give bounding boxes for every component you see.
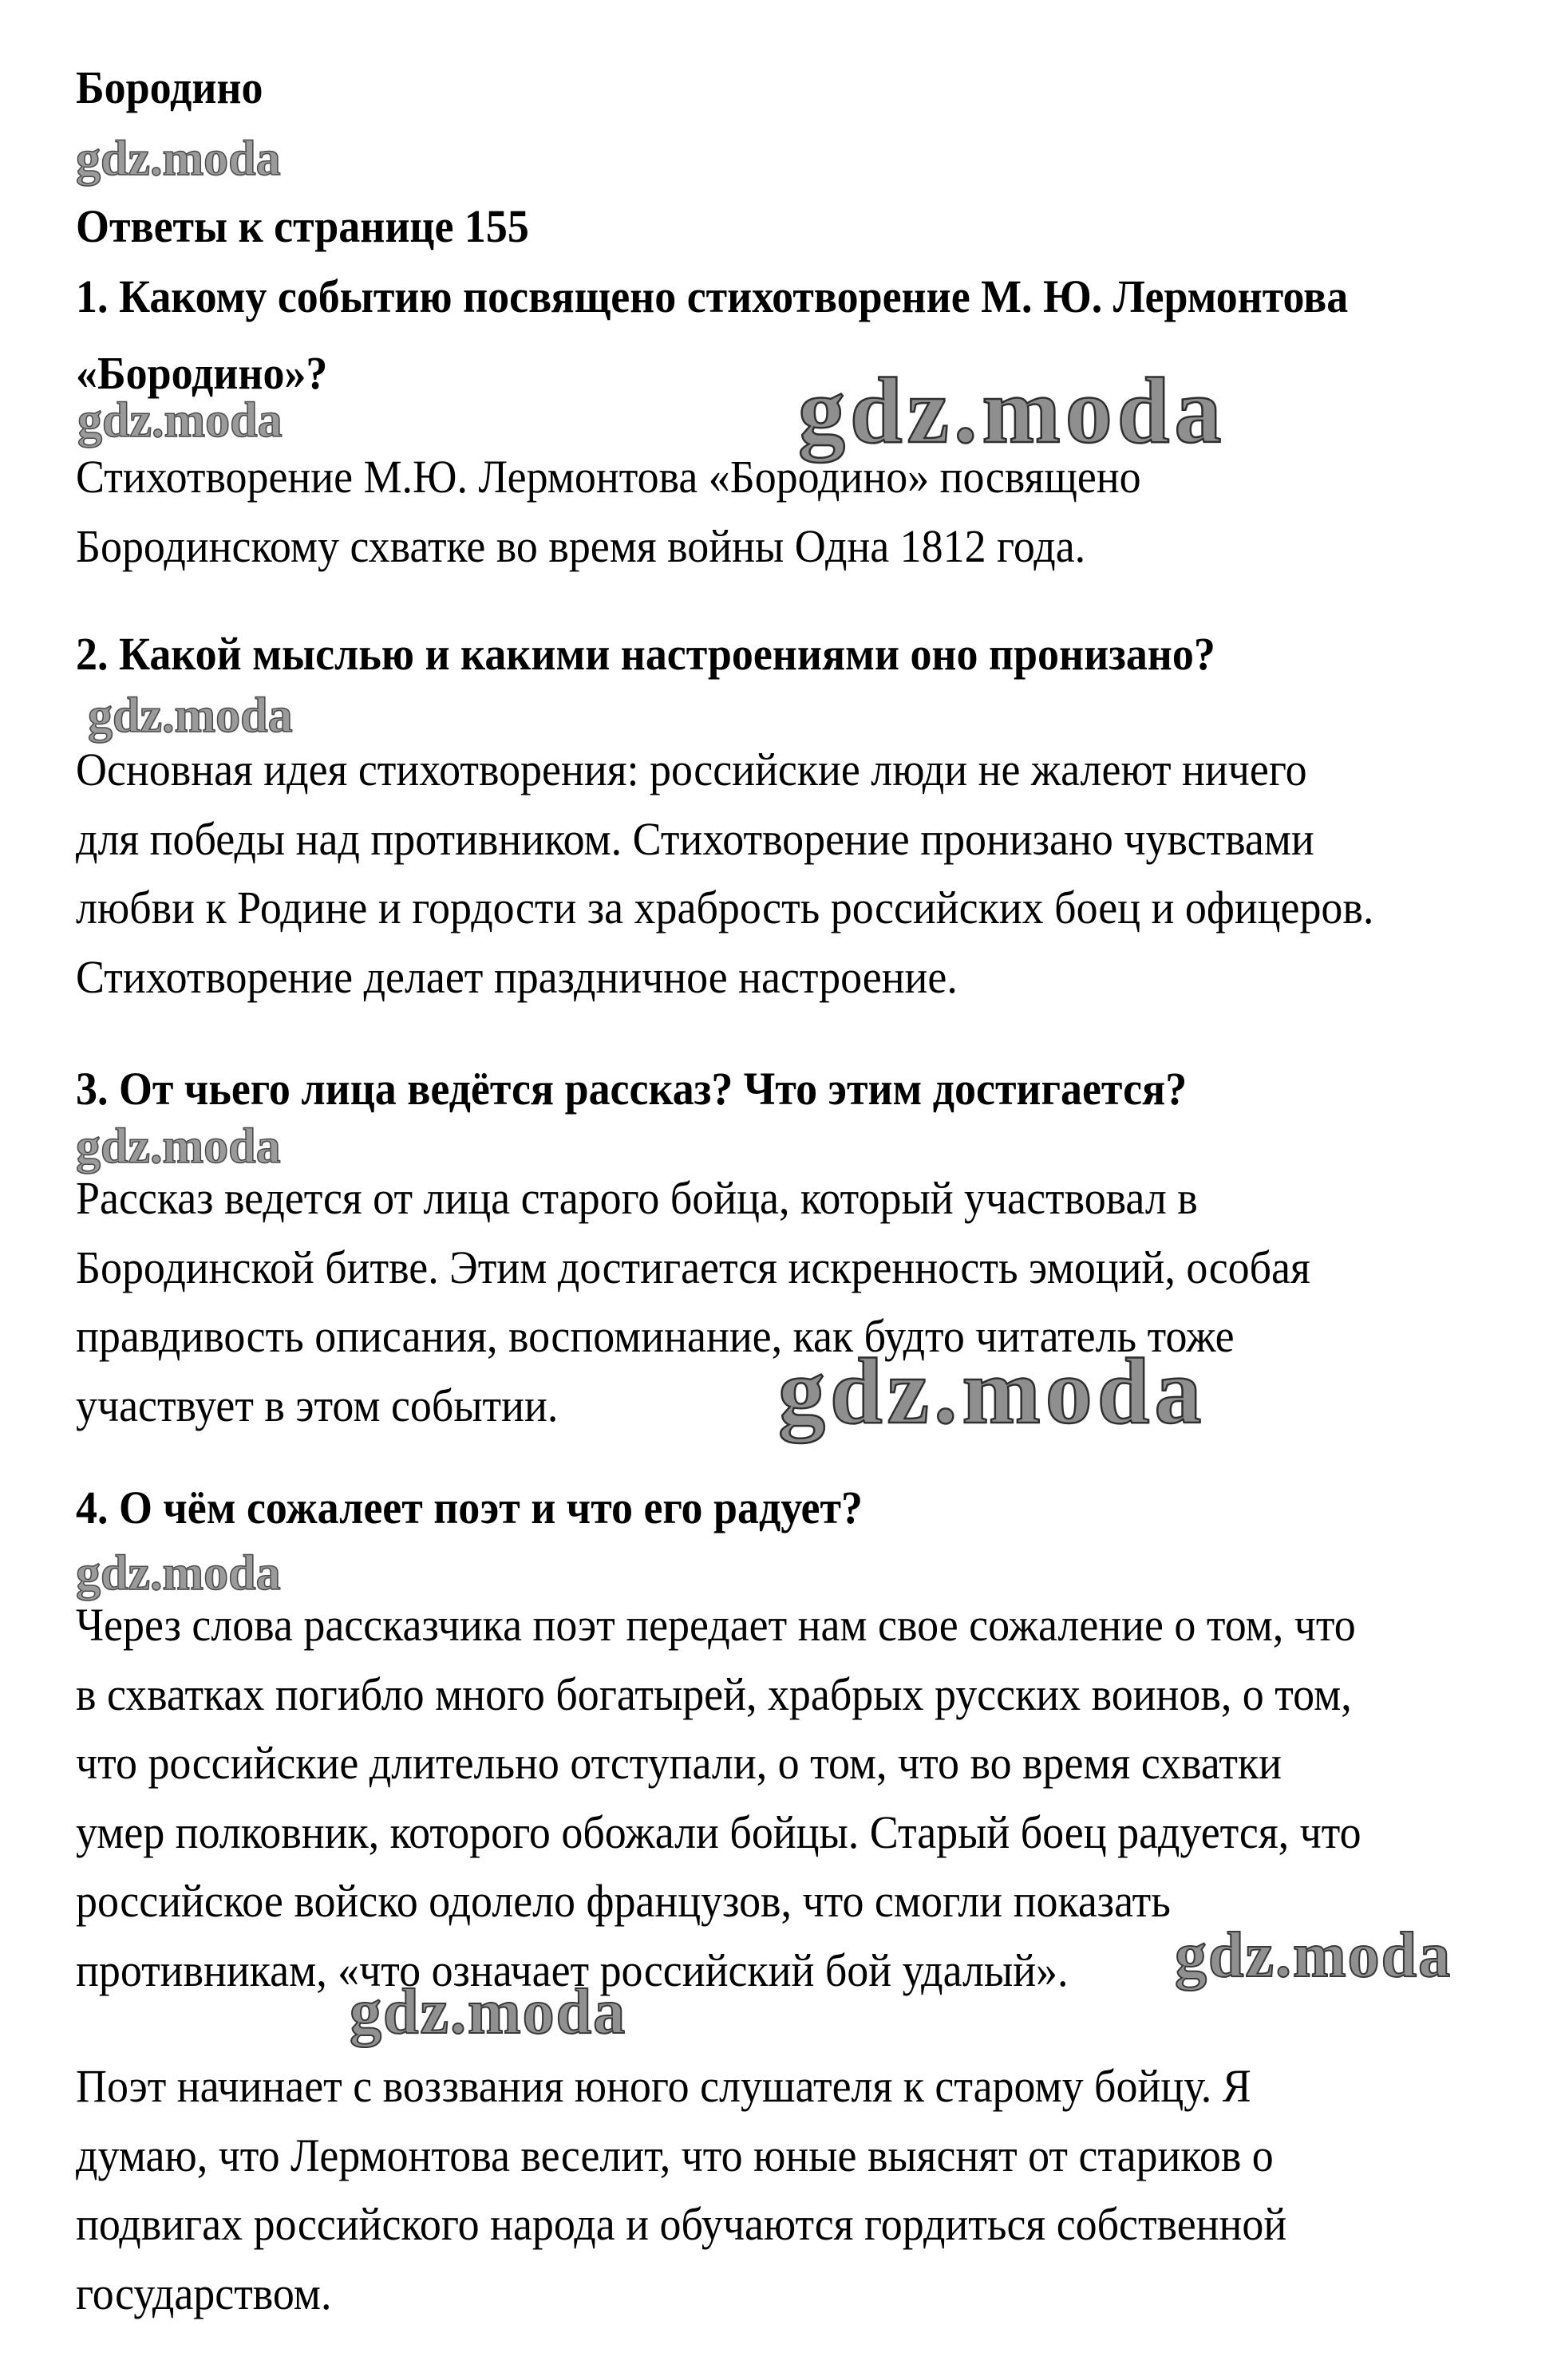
answer-2 — [76, 736, 1373, 1012]
closing-paragraph — [76, 2052, 1286, 2328]
text-line: российское войско одолело французов, что смогли показать — [76, 1875, 1171, 1927]
watermark-gdz-moda-3: gdz.moda — [88, 689, 293, 743]
text-line: любви к Родине и гордости за храбрость российских боец и офицеров. — [76, 882, 1374, 933]
text-line: Стихотворение М.Ю. Лермонтова «Бородино» посвящено — [76, 451, 1141, 503]
text-line: для победы над противником. Стихотворение пронизано чувствами — [76, 812, 1314, 865]
page-title: Бородино — [76, 61, 263, 113]
text-line: правдивость описания, воспоминание, как будто читатель тоже — [76, 1310, 1235, 1362]
text-line: 2. Какой мыслью и какими настроениями оно пронизано? — [76, 628, 1215, 680]
text-line: 1. Какому событию посвящено стихотворение М. Ю. Лермонтова — [76, 270, 1349, 322]
text-line: Основная идея стихотворения: российские люди не жалеют ничего — [76, 744, 1307, 795]
answers-subtitle: Ответы к странице 155 — [76, 200, 529, 252]
watermark-gdz-moda-5: gdz.moda — [76, 1546, 281, 1600]
question-3 — [76, 1051, 1187, 1127]
text-line: Через слова рассказчика поэт передает нам свое сожаление о том, что — [76, 1599, 1356, 1651]
text-line: Бородинской битве. Этим достигается искренность эмоций, особая — [76, 1241, 1310, 1293]
answer-4 — [76, 1591, 1361, 2005]
text-line: 3. От чьего лица ведётся рассказ? Что этим достигается? — [76, 1063, 1188, 1115]
question-4 — [76, 1470, 863, 1546]
watermark-gdz-moda-big-1: gdz.moda — [798, 358, 1227, 463]
watermark-gdz-moda-6: gdz.moda — [1175, 1920, 1452, 1991]
text-line: 4. О чём сожалеет поэт и что его радует? — [76, 1482, 863, 1533]
text-line: государством. — [76, 2267, 332, 2319]
question-2 — [76, 616, 1215, 693]
text-line: что российские длительно отступали, о том, что во время схватки — [76, 1737, 1282, 1789]
watermark-gdz-moda-big-2: gdz.moda — [778, 1339, 1207, 1443]
watermark-gdz-moda-7: gdz.moda — [350, 1977, 627, 2047]
answer-1 — [76, 443, 1141, 581]
watermark-gdz-moda-4: gdz.moda — [76, 1119, 281, 1174]
text-line: подвигах российского народа и обучаются гордиться собственной — [76, 2198, 1287, 2250]
text-line: в схватках погибло много богатырей, храбрых русских воинов, о том, — [76, 1668, 1352, 1720]
text-line: Стихотворение делает праздничное настроение. — [76, 950, 958, 1003]
watermark-gdz-moda-1: gdz.moda — [76, 132, 281, 186]
text-line: Бородинскому схватке во время войны Одна 1812 года. — [76, 519, 1086, 572]
text-line: Рассказ ведется от лица старого бойца, который участвовал в — [76, 1172, 1198, 1224]
watermark-gdz-moda-2: gdz.moda — [77, 393, 283, 448]
text-line: умер полковник, которого обожали бойцы. Старый боец радуется, что — [76, 1806, 1361, 1858]
text-line: Поэт начинает с воззвания юного слушателя к старому бойцу. Я — [76, 2060, 1251, 2112]
text-line: думаю, что Лермонтова веселит, что юные выяснят от стариков о — [76, 2129, 1274, 2181]
text-line: противникам, «что означает российский бой удалый». — [76, 1944, 1069, 1996]
text-line: «Бородино»? — [76, 347, 328, 399]
text-line: участвует в этом событии. — [76, 1379, 559, 1431]
